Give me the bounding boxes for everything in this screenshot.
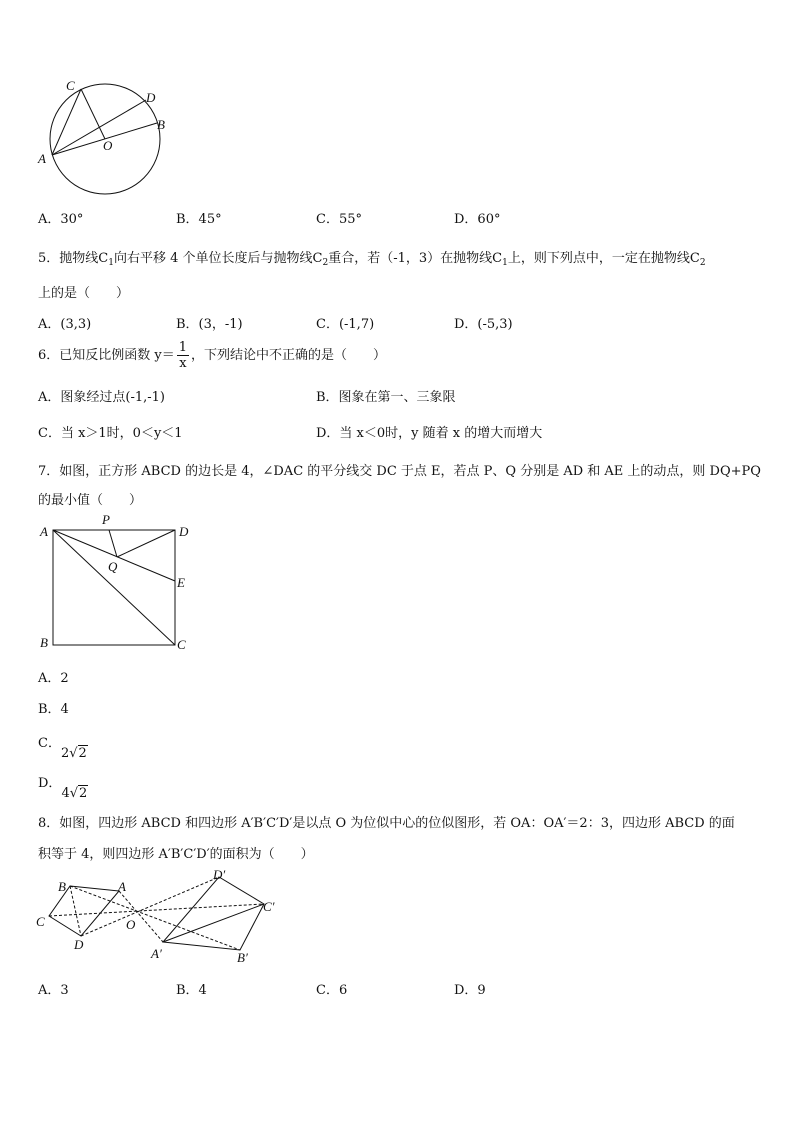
q4-option-c[interactable]: C．55°	[316, 212, 362, 227]
label-aprime: A′	[151, 946, 162, 961]
q8-line1: 8．如图，四边形 ABCD 和四边形 A′B′C′D′是以点 O 为位似中心的位似图形，若 OA：OA′＝2：3，四边形 ABCD 的面	[38, 816, 735, 831]
q6-option-d[interactable]: D．当 x＜0时，y 随着 x 的增大而增大	[316, 426, 543, 441]
label-d: D	[179, 524, 189, 539]
label-c: C	[66, 78, 75, 93]
label-q: Q	[108, 559, 118, 574]
q5-option-a[interactable]: A．(3,3)	[38, 317, 92, 332]
label-b: B	[40, 635, 48, 650]
label-dprime: D′	[213, 867, 226, 882]
q8-option-a[interactable]: A．3	[38, 983, 69, 998]
label-c: C	[36, 914, 45, 929]
q5-number: 5．	[38, 251, 60, 266]
q4-circle-figure	[30, 74, 180, 204]
q5-option-c[interactable]: C．(-1,7)	[316, 317, 375, 332]
q8-homothety-figure	[30, 866, 290, 966]
q7-option-d-value: 4√2	[61, 786, 88, 801]
q4-option-b[interactable]: B．45°	[176, 212, 222, 227]
label-a: A	[40, 524, 48, 539]
q7-square-figure	[36, 510, 196, 655]
c2-symbol: $C_2$	[312, 251, 329, 268]
label-d: D	[74, 937, 84, 952]
label-bprime: B′	[237, 950, 248, 965]
diag-bd	[70, 886, 81, 936]
q4-option-a[interactable]: A．30°	[38, 212, 84, 227]
q7-option-d[interactable]	[38, 772, 88, 801]
q7-option-a[interactable]: A．2	[38, 671, 69, 686]
q6-fraction: $\frac{1}{x}$	[178, 340, 188, 371]
q7-line1: 7．如图，正方形 ABCD 的边长是 4，∠DAC 的平分线交 DC 于点 E，若点 P、Q 分别是 AD 和 AE 上的动点，则 DQ+PQ	[38, 464, 761, 479]
label-a: A	[118, 879, 126, 894]
label-e: E	[177, 575, 185, 590]
q6-prefix: 6．已知反比例函数 y＝	[38, 348, 175, 363]
q5-line2: 上的是（ ）	[38, 286, 130, 301]
label-c: C	[177, 637, 186, 652]
segment-dq	[117, 530, 175, 557]
q6-suffix: ，下列结论中不正确的是（ ）	[191, 348, 387, 363]
segment-ac	[52, 89, 81, 155]
q7-option-c-value: 2√2	[60, 746, 87, 761]
c1-symbol: $C_1$	[98, 251, 114, 268]
segment-pq	[109, 530, 117, 557]
q8-line2: 积等于 4，则四边形 A′B′C′D′的面积为（ ）	[38, 847, 314, 862]
q7-option-b[interactable]: B．4	[38, 702, 69, 717]
q4-option-d[interactable]: D．60°	[454, 212, 501, 227]
q7-option-c-label: C．	[38, 736, 61, 751]
q5-text-3: 重合，若（-1，3）在抛物线	[328, 251, 493, 266]
diag-apcp	[163, 904, 264, 942]
q6-option-b[interactable]: B．图象在第一、三象限	[316, 390, 456, 405]
q8-option-c[interactable]: C．6	[316, 983, 348, 998]
q5-text-1: 抛物线	[59, 251, 99, 266]
q7-line2: 的最小值（ ）	[38, 493, 143, 508]
label-o: O	[103, 138, 113, 153]
c2-symbol-2: $C_2$	[689, 251, 706, 268]
ray-c-cp	[49, 904, 264, 916]
q6-option-c[interactable]: C．当 x＞1时，0＜y＜1	[38, 426, 183, 441]
q5-text-4: 上，则下列点中，一定在抛物线	[507, 251, 690, 266]
label-d: D	[146, 90, 156, 105]
label-cprime: C′	[263, 899, 275, 914]
q5-option-d[interactable]: D．(-5,3)	[454, 317, 513, 332]
q5-text-2: 向右平移 4 个单位长度后与抛物线	[113, 251, 313, 266]
q6-option-a[interactable]: A．图象经过点(-1,-1)	[38, 390, 165, 405]
q6-stem	[38, 340, 386, 371]
q5-line1	[38, 247, 706, 268]
quad-apbpcpdp	[163, 877, 264, 950]
ray-b-bp	[70, 886, 240, 950]
q8-option-b[interactable]: B．4	[176, 983, 207, 998]
q5-option-b[interactable]: B．(3，-1)	[176, 317, 243, 332]
q7-option-c[interactable]	[38, 732, 88, 761]
segment-ad	[52, 100, 146, 155]
label-b: B	[58, 879, 66, 894]
c1-symbol-2: $C_1$	[492, 251, 508, 268]
label-a: A	[38, 151, 46, 166]
q8-option-d[interactable]: D．9	[454, 983, 486, 998]
q7-option-d-label: D．	[38, 776, 62, 791]
label-p: P	[102, 512, 110, 527]
label-b: B	[157, 117, 165, 132]
label-o: O	[126, 917, 136, 932]
